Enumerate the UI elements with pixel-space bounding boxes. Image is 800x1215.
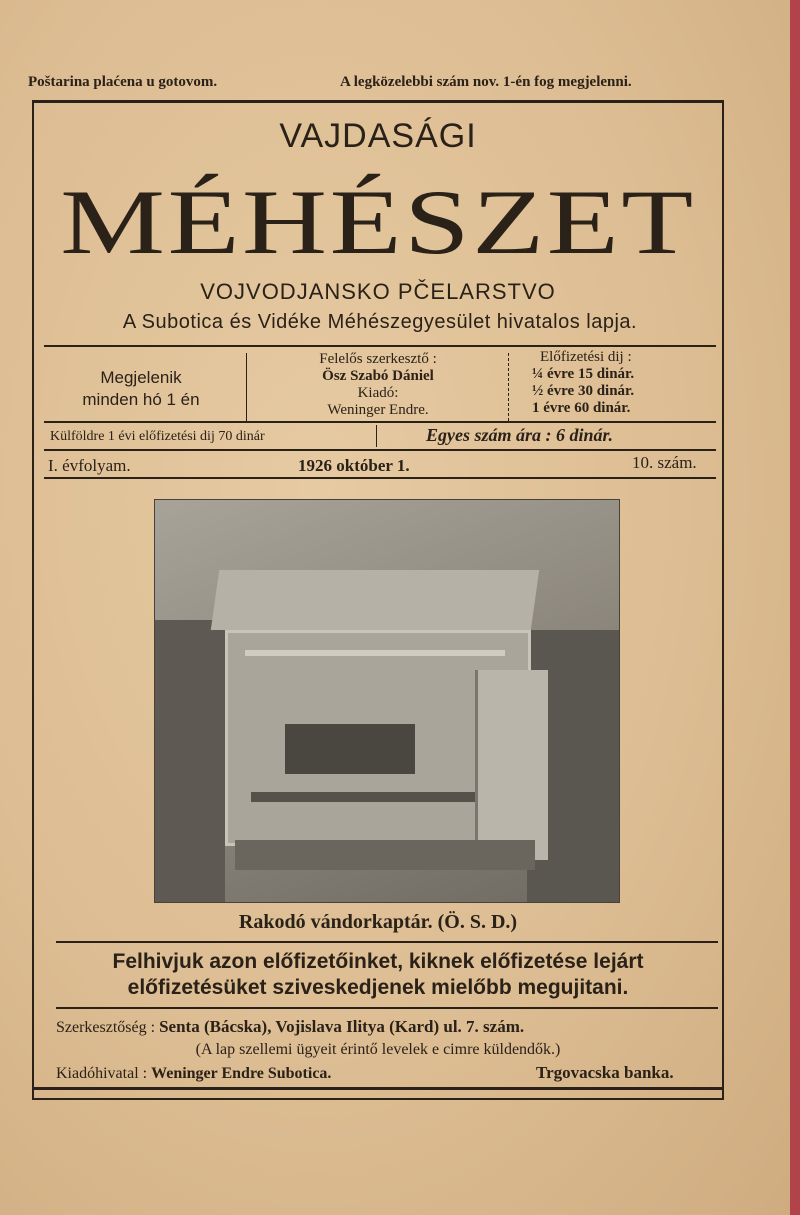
divider <box>246 353 247 421</box>
next-issue-note: A legközelebbi szám nov. 1-én fog megjelenni. <box>340 74 632 90</box>
front-page-frame <box>32 100 724 1100</box>
hive-plank <box>245 650 505 656</box>
divider <box>508 353 509 421</box>
editor-info: Felelős szerkesztő : Ösz Szabó Dániel Kiadó: Weninger Endre. <box>319 351 437 418</box>
issue-number: 10. szám. <box>632 453 697 472</box>
bottom-rule <box>34 1087 722 1090</box>
masthead-subtitle: VOJVODJANSKO PČELARSTVO <box>200 279 556 304</box>
appearance-info: Megjelenik minden hó 1 én <box>82 368 200 409</box>
bank-name: Trgovacska banka. <box>536 1063 674 1082</box>
masthead-small-title: VAJDASÁGI <box>279 117 477 155</box>
divider <box>44 477 716 479</box>
divider <box>56 941 718 943</box>
price-row: ½ évre 30 dinár. <box>532 383 635 399</box>
hive-lid <box>211 570 539 630</box>
masthead-title: MÉHÉSZET <box>60 171 696 273</box>
hive-base <box>235 840 535 870</box>
postage-note: Poštarina plaćena u gotovom. <box>28 74 218 90</box>
divider <box>56 1007 718 1009</box>
single-issue-price: Egyes szám ára : 6 dinár. <box>426 425 614 445</box>
price-row: 1 évre 60 dinár. <box>532 400 631 416</box>
divider <box>376 425 377 447</box>
volume: I. évfolyam. <box>48 456 131 475</box>
hive-ledge <box>251 792 503 802</box>
subscription-prices: Előfizetési dij : ¼ évre 15 dinár. ½ évre 30 dinár. 1 évre 60 dinár. <box>532 349 635 416</box>
photo-shadow-left <box>155 620 225 902</box>
price-row: ¼ évre 15 dinár. <box>532 366 635 382</box>
photo-caption: Rakodó vándorkaptár. (Ö. S. D.) <box>238 911 518 933</box>
editorial-office: Szerkesztőség : Senta (Bácska), Vojislava Ilitya (Kard) ul. 7. szám. <box>56 1017 525 1036</box>
publishing-office: Kiadóhivatal : Weninger Endre Subotica. <box>56 1065 332 1082</box>
issue-date: 1926 október 1. <box>298 456 410 475</box>
foreign-subscription: Külföldre 1 évi előfizetési dij 70 dinár <box>50 429 265 444</box>
hive-frames <box>285 724 415 774</box>
hive-side <box>475 670 548 860</box>
official-organ-line: A Subotica és Vidéke Méhészegyesület hivatalos lapja. <box>122 311 638 333</box>
subscription-notice: Felhivjuk azon előfizetőinket, kiknek előfizetése lejárt előfizetésüket sziveskedjenek mielőbb megujitani. <box>112 950 644 999</box>
divider <box>44 449 716 451</box>
divider <box>44 421 716 423</box>
mail-note: (A lap szellemi ügyeit érintő levelek e cimre küldendők.) <box>195 1041 561 1058</box>
beehive-photo <box>154 499 620 903</box>
divider <box>44 345 716 347</box>
